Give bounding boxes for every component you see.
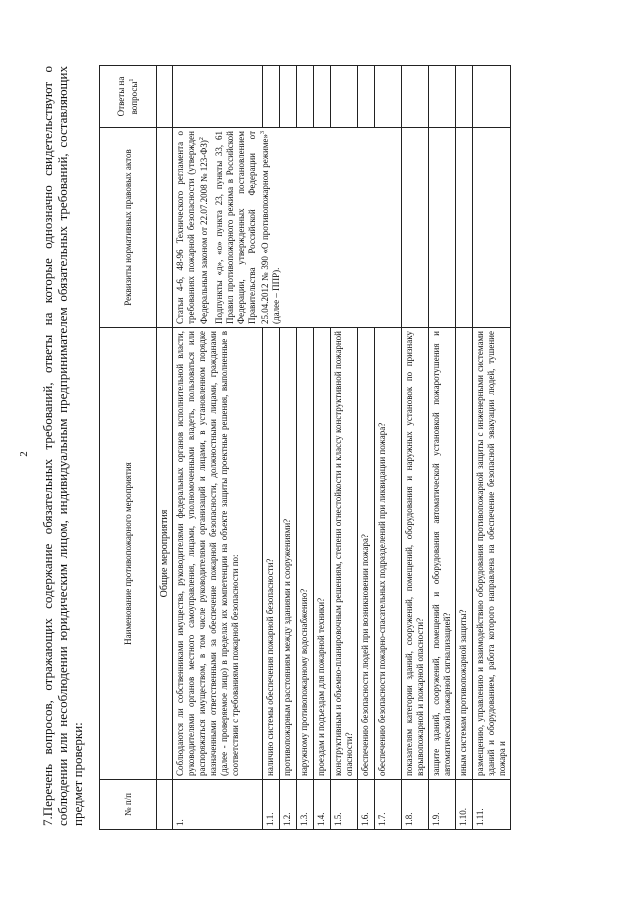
row-answer-cell[interactable] bbox=[263, 66, 280, 128]
row-number: 1.7. bbox=[375, 780, 402, 830]
intro-line-2: свидетельствуют о соблюдении или несоблюдении юридическим лицом, индивидуальным предпринимателем обязательных bbox=[40, 65, 70, 826]
row-answer-cell[interactable] bbox=[280, 66, 297, 128]
table-row bbox=[473, 66, 511, 830]
row-answer-cell[interactable] bbox=[314, 66, 331, 128]
legal-references bbox=[173, 128, 402, 328]
row-answer-cell[interactable] bbox=[173, 66, 263, 128]
row-number: 1.1. bbox=[263, 780, 280, 830]
refs-part-2-block bbox=[214, 131, 282, 324]
row-measure-name: наружному противопожарному водоснабжению? bbox=[297, 328, 314, 780]
row-measure-name: конструктивным и объемно-планировочным решениям, степени огнестойкости и классу конструктивной пожарной опасности? bbox=[331, 328, 358, 780]
row-measure-name: показателям категории зданий, сооружений, помещений, оборудования и наружных установок по признаку взрывопожарной и пожарной опасности? bbox=[402, 328, 429, 780]
intro-paragraph bbox=[40, 66, 85, 826]
refs-footnote-2: 2 bbox=[199, 137, 205, 141]
intro-line-1: 7.Перечень вопросов, отражающих содержание обязательных требований, ответы на которые однозначно bbox=[40, 185, 55, 826]
row-answer-cell[interactable] bbox=[429, 66, 456, 128]
header-refs: Реквизиты нормативных правовых актов bbox=[100, 128, 157, 328]
table-row bbox=[456, 66, 473, 830]
row-number: 1.3. bbox=[297, 780, 314, 830]
row-measure-name: проездам и подъездам для пожарной техники? bbox=[314, 328, 331, 780]
row-measure-name: наличию системы обеспечения пожарной безопасности? bbox=[263, 328, 280, 780]
row-number: 1.11. bbox=[473, 780, 511, 830]
row-number: 1.9. bbox=[429, 780, 456, 830]
intro-line-3: требований, составляющих предмет проверки: bbox=[55, 66, 85, 826]
header-answers-footnote: 1 bbox=[129, 78, 135, 82]
refs-part-2: Подпункты «д», «о» пункта 23, пункты 33, 61 Правил противопожарного режима в Российской Федерации, утвержденных постановлением Правительства Российской Федерации от 25.04.2012 № 390 «О противопожарном режиме» bbox=[214, 131, 270, 324]
header-answers bbox=[100, 66, 157, 128]
row-measure-name: Соблюдаются ли собственниками имущества, руководителями федеральных органов исполнительной власти, руководителями органов местного самоуправления, лицами, уполномоченными владеть, пользоваться или распоряжаться имуществом, в том числе руководителями организаций и лицами, в установленном порядке назначенными ответственными за обеспечение пожарной безопасности, должностными лицами, гражданами (далее - проверяемое лицо) в пределах их компетенции на объекте защиты проектные решения, выполненные в соответствии с требованиями пожарной безопасности по: bbox=[173, 328, 263, 780]
row-refs-empty bbox=[473, 128, 511, 328]
row-measure-name: обеспечению безопасности пожарно-спасательных подразделений при ликвидации пожара? bbox=[375, 328, 402, 780]
section-title: Общие мероприятия bbox=[157, 328, 173, 780]
table-header-row bbox=[100, 66, 157, 830]
row-number: 1.10. bbox=[456, 780, 473, 830]
header-num: № п/п bbox=[100, 780, 157, 830]
row-answer-cell[interactable] bbox=[297, 66, 314, 128]
header-answers-text: Ответы на вопросы bbox=[116, 76, 139, 117]
row-number: 1.8. bbox=[402, 780, 429, 830]
row-measure-name: защите зданий, сооружений, помещений и оборудования автоматической установкой пожаротушения и автоматической пожарной сигнализацией? bbox=[429, 328, 456, 780]
checklist-table bbox=[99, 65, 511, 830]
table-row bbox=[402, 66, 429, 830]
refs-part-3: (далее – ППР). bbox=[271, 267, 281, 324]
row-answer-cell[interactable] bbox=[402, 66, 429, 128]
row-number: 1. bbox=[173, 780, 263, 830]
rotated-content bbox=[0, 10, 640, 890]
refs-part-1: Статьи 4-6, 48-96 Технического регламента о требованиях пожарной безопасности (утвержден Федеральным законом от 22.07.2008 № 123-ФЗ) bbox=[175, 131, 209, 324]
row-answer-cell[interactable] bbox=[456, 66, 473, 128]
row-number: 1.2. bbox=[280, 780, 297, 830]
table-row bbox=[173, 66, 263, 830]
row-answer-cell[interactable] bbox=[358, 66, 375, 128]
header-name: Наименование противопожарного мероприятия bbox=[100, 328, 157, 780]
row-refs-empty bbox=[429, 128, 456, 328]
refs-footnote-3: 3 bbox=[260, 131, 266, 134]
row-measure-name: противопожарным расстояниям между зданиями и сооружениями? bbox=[280, 328, 297, 780]
row-answer-cell[interactable] bbox=[331, 66, 358, 128]
row-measure-name: размещению, управлению и взаимодействию оборудования противопожарной защиты с инженерными системами зданий и оборудованием, работа которого направлена на обеспечение безопасной эвакуации людей, тушение пожара и bbox=[473, 328, 511, 780]
row-number: 1.5. bbox=[331, 780, 358, 830]
row-number: 1.4. bbox=[314, 780, 331, 830]
page-number: 2 bbox=[18, 451, 30, 457]
row-measure-name: иным системам противопожарной защиты? bbox=[456, 328, 473, 780]
row-refs-empty bbox=[402, 128, 429, 328]
table-row bbox=[429, 66, 456, 830]
row-refs-empty bbox=[456, 128, 473, 328]
row-measure-name: обеспечению безопасности людей при возникновении пожара? bbox=[358, 328, 375, 780]
row-number: 1.6. bbox=[358, 780, 375, 830]
section-row bbox=[157, 66, 173, 830]
row-answer-cell[interactable] bbox=[375, 66, 402, 128]
row-answer-cell[interactable] bbox=[473, 66, 511, 128]
